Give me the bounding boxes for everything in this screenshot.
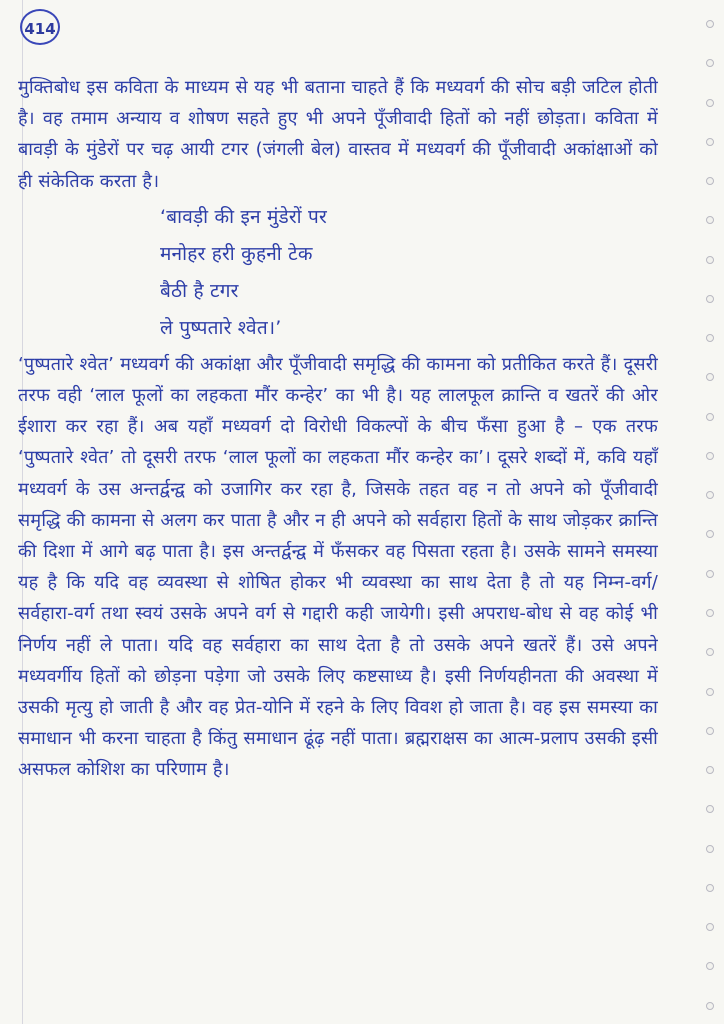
handwritten-text [18,72,658,786]
binder-hole-icon [706,295,714,303]
binder-hole-icon [706,99,714,107]
binder-hole-icon [706,1002,714,1010]
binder-hole-icon [706,727,714,735]
binder-hole-icon [706,20,714,28]
binder-hole-icon [706,452,714,460]
binder-hole-icon [706,609,714,617]
poem-quote [160,199,658,347]
binder-hole-icon [706,530,714,538]
binder-hole-icon [706,413,714,421]
quote-line: बैठी है टगर [160,279,239,302]
binder-hole-icon [706,884,714,892]
quote-line: मनोहर हरी कुहनी टेक [160,242,313,265]
binder-holes [706,20,716,1010]
binder-hole-icon [706,334,714,342]
binder-hole-icon [706,688,714,696]
analysis-paragraph: ‘पुष्पतारे श्वेत’ मध्यवर्ग की अकांक्षा और पूँजीवादी समृद्धि की कामना को प्रतीकित करते हैं। दूसरी तरफ वही ‘लाल फूलों का लहकता मौंर कन्हेर’ का भी है। यह लालफूल क्रान्ति व खतरें की ओर ईशारा कर रहा हैं। अब यहाँ मध्यवर्ग दो विरोधी विकल्पों के बीच फँसा हुआ है – एक तरफ ‘पुष्पतारे श्वेत’ तो दूसरी तरफ ‘लाल फूलों का लहकता मौंर कन्हेर का’। दूसरे शब्दों में, कवि यहाँ मध्यवर्ग के उस अन्तर्द्वन्द्व को उजागिर कर रहा है, जिसके तहत वह न तो अपने को पूँजीवादी समृद्धि की कामना से अलग कर पाता है और न ही अपने को सर्वहारा हितों के साथ जोड़कर क्रान्ति की दिशा में आगे बढ़ पाता है। इस अन्तर्द्वन्द्व में फँसकर वह पिसता रहता है। उसके सामने समस्या यह है कि यदि वह व्यवस्था से शोषित होकर भी व्यवस्था का साथ देता है तो यह निम्न-वर्ग/सर्वहारा-वर्ग तथा स्वयं उसके अपने वर्ग से गद्दारी कही जायेगी। इसी अपराध-बोध से वह कोई भी निर्णय नहीं ले पाता। यदि वह सर्वहारा का साथ देता है तो उसके अपने खतरें हैं। उसे अपने मध्यवर्गीय हितों को छोड़ना पड़ेगा जो उसके लिए कष्टसाध्य है। इसी निर्णयहीनता की अवस्था में उसकी मृत्यु हो जाती है और वह प्रेत-योनि में रहने के लिए विवश हो जाता है। वह इस समस्या का समाधान भी करना चाहता है किंतु समाधान ढूंढ़ नहीं पाता। ब्रह्मराक्षस का आत्म-प्रलाप उसकी इसी असफल कोशिश का परिणाम है। [18,353,658,781]
binder-hole-icon [706,648,714,656]
binder-hole-icon [706,845,714,853]
quote-line: ले पुष्पतारे श्वेत।’ [160,316,282,339]
binder-hole-icon [706,256,714,264]
binder-hole-icon [706,373,714,381]
binder-hole-icon [706,962,714,970]
binder-hole-icon [706,923,714,931]
page-number: 414 [20,9,60,45]
binder-hole-icon [706,805,714,813]
binder-hole-icon [706,216,714,224]
binder-hole-icon [706,177,714,185]
opening-paragraph: मुक्तिबोध इस कविता के माध्यम से यह भी बताना चाहते हैं कि मध्यवर्ग की सोच बड़ी जटिल होती है। वह तमाम अन्याय व शोषण सहते हुए भी अपने पूँजीवादी हितों को नहीं छोड़ता। कविता में बावड़ी के मुंडेरों पर चढ़ आयी टगर (जंगली बेल) वास्तव में मध्यवर्ग की पूँजीवादी अकांक्षाओं को ही संकेतिक करता है। [18,77,658,192]
binder-hole-icon [706,570,714,578]
binder-hole-icon [706,766,714,774]
binder-hole-icon [706,138,714,146]
quote-line: ‘बावड़ी की इन मुंडेरों पर [160,205,327,228]
binder-hole-icon [706,59,714,67]
binder-hole-icon [706,491,714,499]
